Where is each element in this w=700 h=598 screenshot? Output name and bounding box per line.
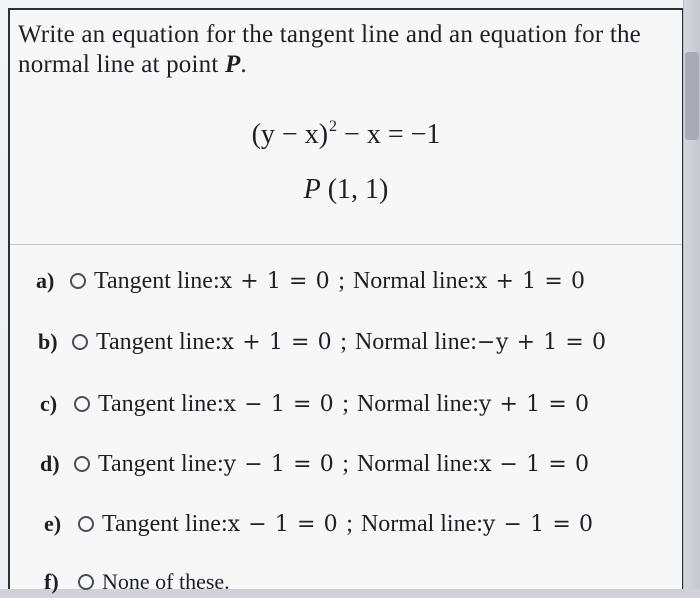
- none-of-these-label: None of these.: [102, 569, 230, 594]
- answer-option-e[interactable]: [44, 508, 594, 540]
- prompt-point-symbol: P: [224, 51, 241, 78]
- option-letter: b): [38, 329, 58, 354]
- scrollbar-thumb[interactable]: [685, 52, 699, 140]
- normal-expression: x − 1 = 0: [478, 451, 590, 477]
- point-label: P: [303, 174, 321, 205]
- normal-expression: y − 1 = 0: [482, 511, 594, 537]
- radio-button-icon[interactable]: [74, 456, 90, 472]
- option-separator: ;: [342, 450, 349, 477]
- option-separator: ;: [338, 267, 345, 294]
- curve-equation-exponent: 2: [329, 118, 338, 135]
- answer-option-b[interactable]: [38, 326, 607, 358]
- tangent-label: Tangent line:: [102, 510, 228, 537]
- curve-equation-right: − x = −1: [337, 119, 441, 150]
- tangent-label: Tangent line:: [98, 390, 224, 417]
- option-letter: e): [44, 511, 62, 536]
- normal-label: Normal line:: [360, 510, 483, 537]
- point-equation: [10, 174, 682, 206]
- answer-option-f[interactable]: [44, 566, 230, 598]
- option-separator: ;: [346, 510, 353, 537]
- tangent-expression: x − 1 = 0: [223, 391, 335, 417]
- normal-label: Normal line:: [356, 450, 479, 477]
- option-letter: c): [40, 391, 58, 416]
- normal-expression: y + 1 = 0: [478, 391, 590, 417]
- question-card: [8, 8, 684, 594]
- tangent-expression: x + 1 = 0: [219, 268, 331, 294]
- normal-label: Normal line:: [354, 328, 477, 355]
- curve-equation-left: (y − x): [251, 119, 329, 150]
- radio-button-icon[interactable]: [72, 334, 88, 350]
- option-separator: ;: [342, 390, 349, 417]
- tangent-expression: x − 1 = 0: [227, 511, 339, 537]
- radio-button-icon[interactable]: [78, 574, 94, 590]
- answer-option-a[interactable]: [36, 265, 586, 297]
- option-letter: f): [44, 569, 59, 594]
- question-prompt: [18, 20, 658, 80]
- normal-expression: x + 1 = 0: [474, 268, 586, 294]
- option-letter: d): [40, 451, 60, 476]
- radio-button-icon[interactable]: [70, 273, 86, 289]
- option-separator: ;: [340, 328, 347, 355]
- answer-option-d[interactable]: [40, 448, 590, 480]
- tangent-label: Tangent line:: [96, 328, 222, 355]
- tangent-label: Tangent line:: [98, 450, 224, 477]
- answer-option-c[interactable]: [40, 388, 590, 420]
- tangent-expression: x + 1 = 0: [221, 329, 333, 355]
- normal-label: Normal line:: [352, 267, 475, 294]
- prompt-text: Write an equation for the tangent line and an equation for the normal line at point: [18, 21, 641, 78]
- tangent-label: Tangent line:: [94, 267, 220, 294]
- prompt-end-punctuation: .: [240, 51, 247, 78]
- normal-expression: −y + 1 = 0: [476, 329, 607, 355]
- option-letter: a): [36, 268, 55, 293]
- curve-equation: [10, 118, 682, 151]
- tangent-expression: y − 1 = 0: [223, 451, 335, 477]
- radio-button-icon[interactable]: [74, 396, 90, 412]
- normal-label: Normal line:: [356, 390, 479, 417]
- point-coordinates: (1, 1): [327, 174, 389, 205]
- vertical-scrollbar[interactable]: [683, 0, 700, 589]
- section-divider: [10, 244, 682, 245]
- radio-button-icon[interactable]: [78, 516, 94, 532]
